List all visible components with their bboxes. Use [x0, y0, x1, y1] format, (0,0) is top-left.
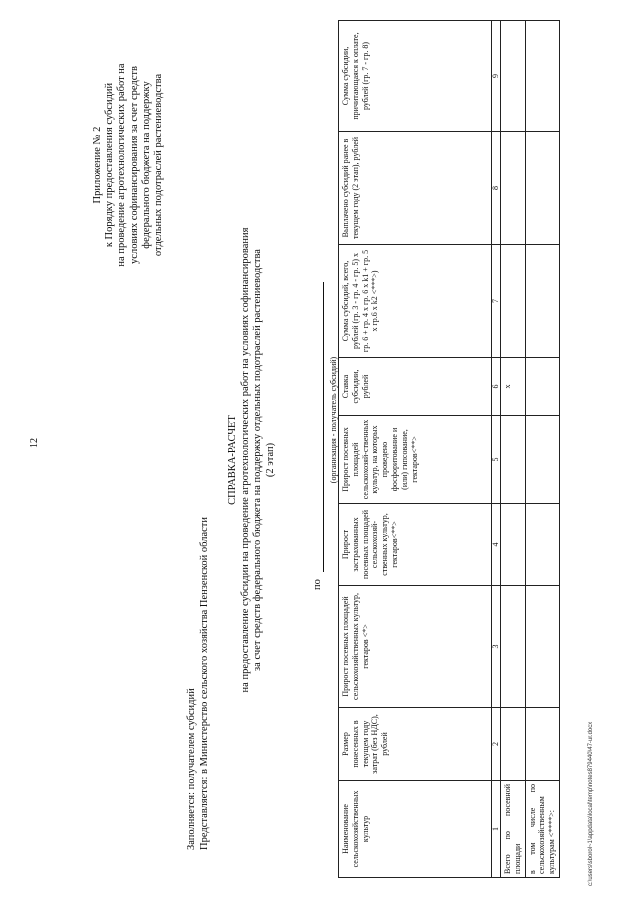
table-cell [525, 245, 559, 358]
appendix-line: Приложение № 2 [92, 126, 103, 204]
row-label: в том числе по сельскохозяйственным культурам <****>: [525, 781, 559, 878]
appendix-line: отдельных подотраслей растениеводства [153, 73, 165, 257]
fill-notes [186, 517, 211, 850]
column-header: Выплачено субсидий ранее в текущем году (2 этап), рублей [339, 132, 492, 245]
table-header-row [339, 21, 492, 878]
table-cell [501, 708, 526, 781]
table-cell [501, 21, 526, 132]
column-number: 1 [492, 781, 501, 878]
column-header: Ставка субсидии, рублей [339, 358, 492, 416]
table-row-by-crop [525, 21, 559, 878]
table-cell [525, 416, 559, 504]
column-header: Прирост посевных площадей сельскохозяйственных культур, гектаров <*> [339, 586, 492, 708]
document-stage: (2 этап) [264, 442, 276, 478]
page-number: 12 [29, 438, 40, 448]
column-header: Прирост застрахованных посевных площадей сельскохозяй-ственных культур, гектаров<**> [339, 504, 492, 586]
column-number: 5 [492, 416, 501, 504]
appendix-line: к Порядку предоставления субсидий [104, 82, 116, 248]
table-cell [525, 586, 559, 708]
footer-file-path: c:\users\sborol~1\appdata\local\temp\notes879440\47-ur.docx [588, 721, 594, 886]
column-header: Сумма субсидии, причитающаяся к оплате, рублей (гр. 7 - гр. 8) [339, 21, 492, 132]
subsidy-calculation-table [338, 20, 560, 878]
column-header: Прирост посевных площадей сельскохозяй-ственных культур, на которых проведено фосфоритование и (или) гипсование, гектаров<**> [339, 416, 492, 504]
table-cell [525, 708, 559, 781]
table-cell: x [501, 358, 526, 416]
column-number: 9 [492, 21, 501, 132]
table-cell [525, 21, 559, 132]
column-number: 2 [492, 708, 501, 781]
table-row-total [501, 21, 526, 878]
column-header: Размер понесенных в текущем году затрат (без НДС), рублей [339, 708, 492, 781]
column-number-row [492, 21, 501, 878]
submitted-to-note: Представляется: в Министерство сельского хозяйства Пензенской области [198, 516, 210, 850]
rotated-document [0, 5, 640, 890]
table-cell [501, 132, 526, 245]
recipient-underline [323, 282, 324, 572]
table-cell [525, 132, 559, 245]
table-cell [501, 416, 526, 504]
appendix-line: федерального бюджета на поддержку [140, 81, 152, 249]
appendix-line: на проведение агротехнологических работ на [116, 63, 128, 267]
row-label: Всего по посевной площади [501, 781, 526, 878]
table-cell [501, 245, 526, 358]
table-cell [525, 504, 559, 586]
column-number: 7 [492, 245, 501, 358]
appendix-header [92, 40, 165, 290]
column-number: 6 [492, 358, 501, 416]
column-header: Сумма субсидий, всего, рублей (гр. 3 - гр. 4 - гр. 5) x гр. 6 + гр. 4 x гр. 6 x k1 + гр. 5 x гр.6 x k2 <***>) [339, 245, 492, 358]
column-number: 3 [492, 586, 501, 708]
column-number: 4 [492, 504, 501, 586]
column-header: Наименование сельскохозяйственных культур [339, 781, 492, 878]
table-cell [525, 358, 559, 416]
document-title: СПРАВКА-РАСЧЕТ [227, 415, 238, 505]
document-subtitle-line: на предоставление субсидии на проведение агротехнологических работ на условиях софинансирования [240, 227, 252, 693]
table-cell [501, 586, 526, 708]
document-subtitle-line: за счет средств федерального бюджета на поддержку отдельных подотраслей растениеводства [252, 249, 264, 671]
title-block [227, 180, 277, 740]
table-cell [501, 504, 526, 586]
recipient-prefix: по [312, 579, 323, 590]
appendix-line: условиях софинансирования за счет средств [128, 66, 140, 264]
recipient-caption: (организация - получатель субсидий) [329, 356, 338, 484]
filled-by-note: Заполняется: получателем субсидий [186, 688, 197, 850]
column-number: 8 [492, 132, 501, 245]
